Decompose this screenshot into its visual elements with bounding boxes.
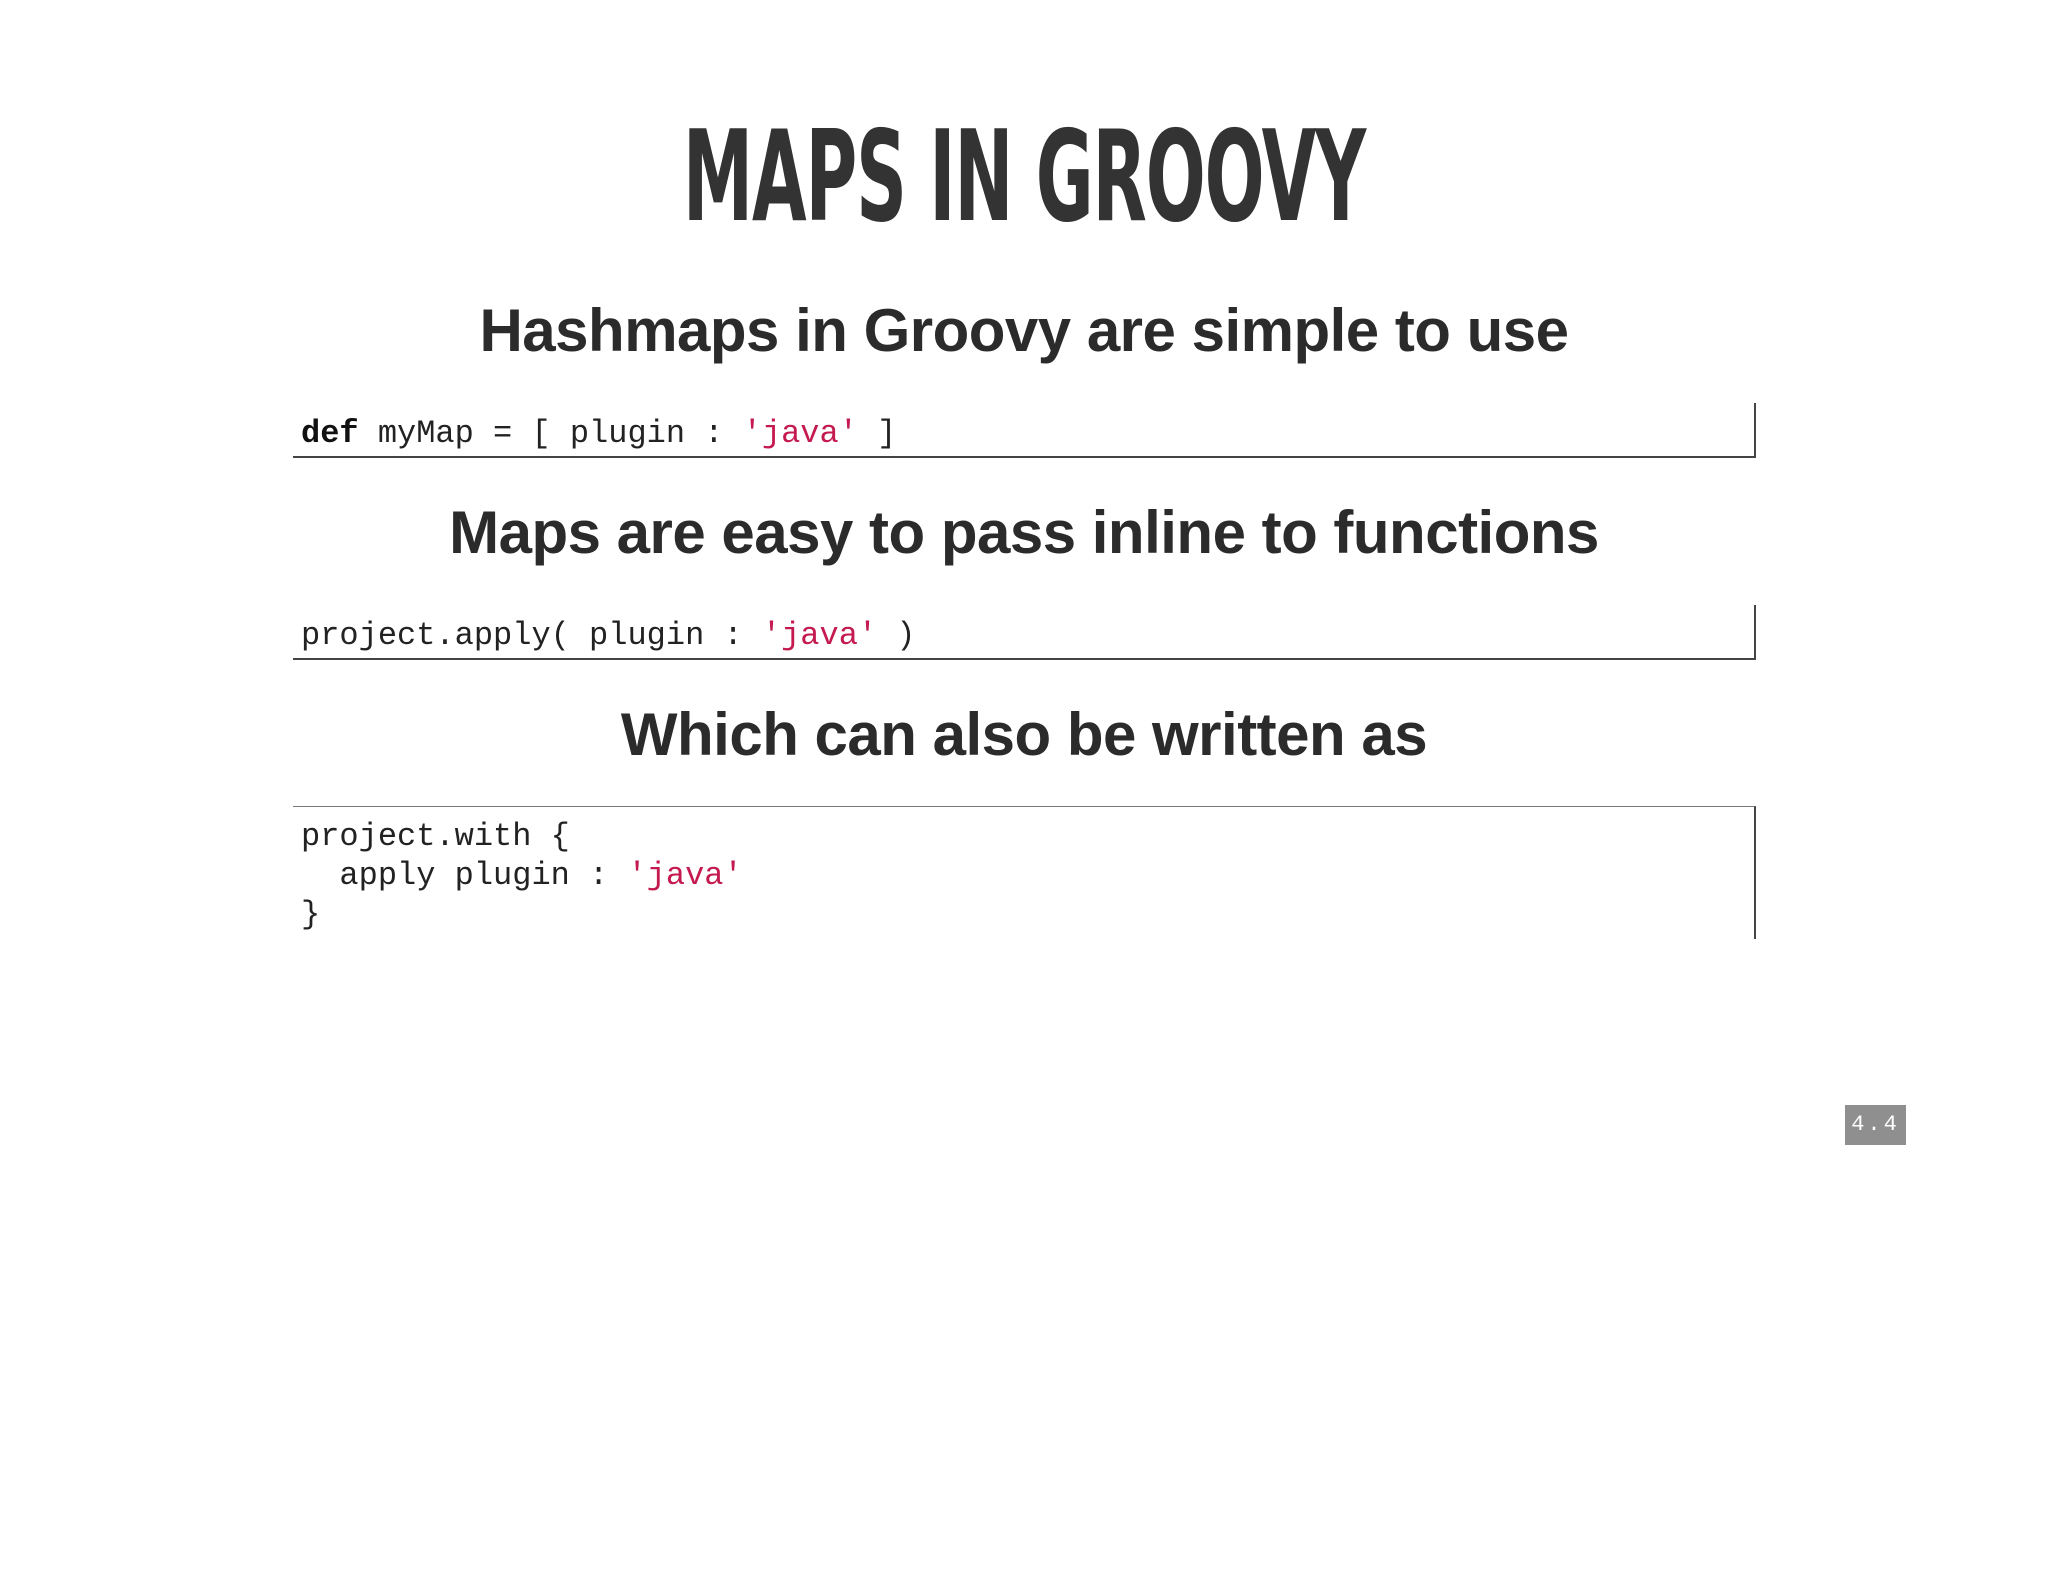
code-string: 'java' xyxy=(627,857,743,894)
code-string: 'java' xyxy=(742,415,858,452)
code-line xyxy=(301,616,1754,655)
code-text: project.with { xyxy=(301,818,570,855)
code-line xyxy=(301,895,1754,934)
code-text: ] xyxy=(857,415,897,452)
code-line xyxy=(301,856,1754,895)
code-block-hashmap xyxy=(293,403,1756,458)
code-keyword: def xyxy=(301,415,359,452)
section-heading-hashmaps: Hashmaps in Groovy are simple to use xyxy=(479,297,1569,364)
slide-title: MAPS IN GROOVY xyxy=(682,103,1366,250)
code-text: ) xyxy=(877,617,916,654)
code-line xyxy=(301,414,1754,453)
section-heading-inline: Maps are easy to pass inline to functions xyxy=(449,499,1599,566)
code-block-with xyxy=(293,806,1756,939)
code-text: myMap = [ plugin : xyxy=(358,415,743,452)
slide-number-badge: 4.4 xyxy=(1845,1105,1906,1145)
code-block-apply xyxy=(293,605,1756,660)
code-line xyxy=(301,817,1754,856)
code-text: } xyxy=(301,896,321,933)
code-text: project.apply( plugin : xyxy=(301,617,762,654)
code-text: apply plugin : xyxy=(301,857,628,894)
section-heading-written-as: Which can also be written as xyxy=(620,701,1428,768)
code-string: 'java' xyxy=(761,617,878,654)
